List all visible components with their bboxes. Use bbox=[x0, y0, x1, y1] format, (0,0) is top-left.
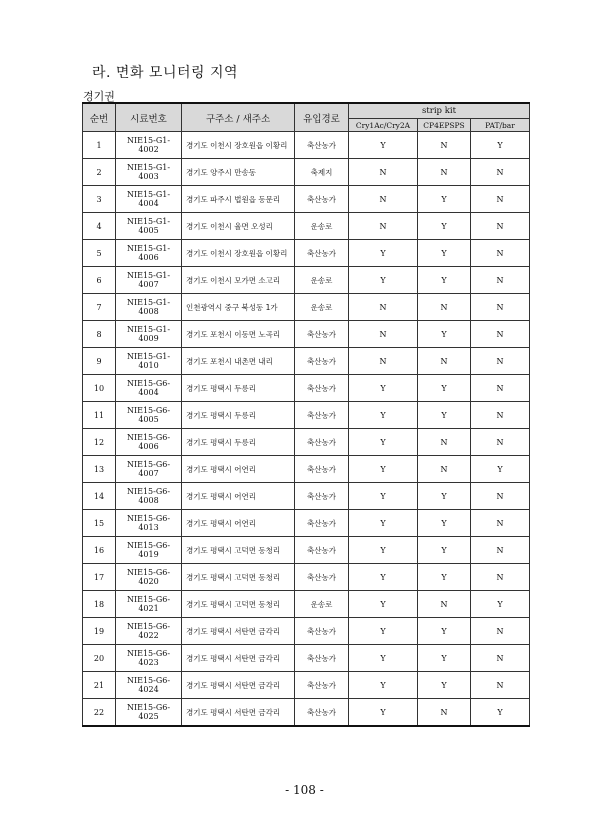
cell-kit-cry: N bbox=[349, 159, 418, 186]
cell-kit-cry: N bbox=[349, 321, 418, 348]
cell-address: 경기도 평택시 고덕면 동청리 bbox=[182, 564, 295, 591]
cell-no: 9 bbox=[83, 348, 116, 375]
header-strip-kit: strip kit bbox=[349, 103, 530, 119]
cell-kit-cry: Y bbox=[349, 564, 418, 591]
cell-sample-id: NIE15-G1-4002 bbox=[116, 132, 182, 159]
cell-kit-pat: N bbox=[471, 618, 530, 645]
cell-kit-pat: N bbox=[471, 510, 530, 537]
cell-kit-cp4: N bbox=[418, 456, 471, 483]
cell-sample-id: NIE15-G6-4021 bbox=[116, 591, 182, 618]
table-row bbox=[83, 213, 530, 240]
cell-sample-id: NIE15-G6-4013 bbox=[116, 510, 182, 537]
cell-kit-cp4: Y bbox=[418, 186, 471, 213]
cell-sample-id: NIE15-G1-4006 bbox=[116, 240, 182, 267]
cell-kit-pat: N bbox=[471, 321, 530, 348]
cell-route: 축산농가 bbox=[295, 402, 349, 429]
cell-kit-cry: Y bbox=[349, 699, 418, 727]
cell-address: 경기도 포천시 이동면 노곡리 bbox=[182, 321, 295, 348]
cell-kit-cp4: Y bbox=[418, 672, 471, 699]
cell-no: 4 bbox=[83, 213, 116, 240]
table-row bbox=[83, 267, 530, 294]
cell-address: 경기도 평택시 어연리 bbox=[182, 510, 295, 537]
cell-kit-pat: N bbox=[471, 240, 530, 267]
cell-route: 축산농가 bbox=[295, 186, 349, 213]
table-row bbox=[83, 483, 530, 510]
cell-sample-id: NIE15-G6-4008 bbox=[116, 483, 182, 510]
cell-route: 축산농가 bbox=[295, 672, 349, 699]
cell-kit-pat: Y bbox=[471, 591, 530, 618]
cell-sample-id: NIE15-G6-4025 bbox=[116, 699, 182, 727]
cell-kit-cry: Y bbox=[349, 402, 418, 429]
page-number: - 108 - bbox=[285, 783, 324, 797]
cell-kit-cry: N bbox=[349, 186, 418, 213]
cell-no: 21 bbox=[83, 672, 116, 699]
header-sample-id: 시료번호 bbox=[116, 103, 182, 132]
cell-kit-pat: N bbox=[471, 645, 530, 672]
cell-no: 14 bbox=[83, 483, 116, 510]
table-row bbox=[83, 510, 530, 537]
cell-kit-pat: Y bbox=[471, 456, 530, 483]
cell-kit-cp4: Y bbox=[418, 645, 471, 672]
cell-kit-cp4: N bbox=[418, 159, 471, 186]
header-address: 구주소 / 새주소 bbox=[182, 103, 295, 132]
cell-kit-cp4: Y bbox=[418, 618, 471, 645]
cell-route: 축산농가 bbox=[295, 510, 349, 537]
cell-address: 경기도 이천시 율면 오성리 bbox=[182, 213, 295, 240]
cell-sample-id: NIE15-G6-4007 bbox=[116, 456, 182, 483]
cell-kit-cry: N bbox=[349, 294, 418, 321]
cell-route: 운송로 bbox=[295, 591, 349, 618]
cell-route: 축산농가 bbox=[295, 375, 349, 402]
cell-no: 2 bbox=[83, 159, 116, 186]
cell-no: 19 bbox=[83, 618, 116, 645]
cell-kit-cp4: Y bbox=[418, 240, 471, 267]
cell-no: 7 bbox=[83, 294, 116, 321]
cell-route: 축산농가 bbox=[295, 618, 349, 645]
cell-address: 경기도 이천시 장호원읍 이황리 bbox=[182, 240, 295, 267]
table-header bbox=[83, 103, 530, 132]
cell-address: 경기도 평택시 서탄면 금각리 bbox=[182, 618, 295, 645]
cell-route: 축산농가 bbox=[295, 348, 349, 375]
cell-address: 경기도 평택시 두릉리 bbox=[182, 375, 295, 402]
cell-no: 17 bbox=[83, 564, 116, 591]
cell-kit-pat: N bbox=[471, 429, 530, 456]
cell-kit-cry: N bbox=[349, 348, 418, 375]
cell-address: 경기도 이천시 모가면 소고리 bbox=[182, 267, 295, 294]
cell-kit-cry: Y bbox=[349, 132, 418, 159]
cell-address: 경기도 평택시 서탄면 금각리 bbox=[182, 672, 295, 699]
table-row bbox=[83, 699, 530, 727]
cell-route: 운송로 bbox=[295, 267, 349, 294]
table-row bbox=[83, 240, 530, 267]
cell-address: 경기도 평택시 두릉리 bbox=[182, 402, 295, 429]
cell-address: 경기도 파주시 법원읍 동문리 bbox=[182, 186, 295, 213]
header-no: 순번 bbox=[83, 103, 116, 132]
cell-kit-cry: Y bbox=[349, 240, 418, 267]
cell-address: 경기도 평택시 서탄면 금각리 bbox=[182, 699, 295, 727]
cell-kit-cry: Y bbox=[349, 618, 418, 645]
cell-address: 경기도 평택시 어연리 bbox=[182, 456, 295, 483]
cell-route: 축산농가 bbox=[295, 537, 349, 564]
cell-sample-id: NIE15-G6-4019 bbox=[116, 537, 182, 564]
header-kit-cp4: CP4EPSPS bbox=[418, 119, 471, 132]
cell-address: 경기도 양주시 만송동 bbox=[182, 159, 295, 186]
cell-route: 축제지 bbox=[295, 159, 349, 186]
cell-kit-cp4: N bbox=[418, 132, 471, 159]
cell-sample-id: NIE15-G6-4022 bbox=[116, 618, 182, 645]
cell-kit-cp4: N bbox=[418, 591, 471, 618]
cell-kit-cp4: Y bbox=[418, 267, 471, 294]
cell-kit-pat: N bbox=[471, 267, 530, 294]
cell-kit-cry: Y bbox=[349, 267, 418, 294]
table-row bbox=[83, 186, 530, 213]
table-row bbox=[83, 429, 530, 456]
table-row bbox=[83, 132, 530, 159]
cell-kit-cry: Y bbox=[349, 375, 418, 402]
cell-route: 축산농가 bbox=[295, 564, 349, 591]
cell-no: 12 bbox=[83, 429, 116, 456]
cell-route: 축산농가 bbox=[295, 321, 349, 348]
cell-address: 경기도 평택시 어연리 bbox=[182, 483, 295, 510]
cell-sample-id: NIE15-G6-4020 bbox=[116, 564, 182, 591]
cell-kit-pat: N bbox=[471, 159, 530, 186]
cell-kit-cp4: N bbox=[418, 429, 471, 456]
cell-route: 축산농가 bbox=[295, 483, 349, 510]
cell-sample-id: NIE15-G1-4009 bbox=[116, 321, 182, 348]
cell-route: 축산농가 bbox=[295, 132, 349, 159]
cell-sample-id: NIE15-G6-4004 bbox=[116, 375, 182, 402]
cell-sample-id: NIE15-G6-4005 bbox=[116, 402, 182, 429]
cell-kit-cp4: Y bbox=[418, 213, 471, 240]
cell-no: 22 bbox=[83, 699, 116, 727]
cell-kit-cry: Y bbox=[349, 483, 418, 510]
cell-route: 축산농가 bbox=[295, 456, 349, 483]
table-row bbox=[83, 591, 530, 618]
cell-route: 축산농가 bbox=[295, 645, 349, 672]
cell-no: 20 bbox=[83, 645, 116, 672]
cell-no: 13 bbox=[83, 456, 116, 483]
cell-sample-id: NIE15-G1-4008 bbox=[116, 294, 182, 321]
table-row bbox=[83, 672, 530, 699]
table-row bbox=[83, 618, 530, 645]
cell-no: 15 bbox=[83, 510, 116, 537]
cell-address: 경기도 평택시 두릉리 bbox=[182, 429, 295, 456]
cell-kit-pat: N bbox=[471, 348, 530, 375]
cell-kit-cp4: N bbox=[418, 348, 471, 375]
header-route: 유입경로 bbox=[295, 103, 349, 132]
cell-address: 경기도 포천시 내촌면 내리 bbox=[182, 348, 295, 375]
header-kit-cry: Cry1Ac/Cry2A bbox=[349, 119, 418, 132]
cell-kit-cp4: Y bbox=[418, 375, 471, 402]
cell-no: 11 bbox=[83, 402, 116, 429]
cell-kit-pat: N bbox=[471, 186, 530, 213]
cell-kit-pat: N bbox=[471, 483, 530, 510]
cell-route: 운송로 bbox=[295, 213, 349, 240]
cell-kit-pat: N bbox=[471, 564, 530, 591]
cell-kit-cp4: Y bbox=[418, 321, 471, 348]
cell-address: 경기도 평택시 고덕면 동청리 bbox=[182, 591, 295, 618]
cell-kit-cp4: N bbox=[418, 294, 471, 321]
table-row bbox=[83, 321, 530, 348]
cell-no: 1 bbox=[83, 132, 116, 159]
cell-kit-cry: Y bbox=[349, 429, 418, 456]
region-label: 경기권 bbox=[83, 90, 115, 103]
cell-kit-cp4: Y bbox=[418, 483, 471, 510]
cell-sample-id: NIE15-G6-4024 bbox=[116, 672, 182, 699]
section-title: 라. 면화 모니터링 지역 bbox=[92, 65, 239, 81]
cell-kit-pat: Y bbox=[471, 699, 530, 727]
cell-kit-pat: N bbox=[471, 213, 530, 240]
cell-no: 10 bbox=[83, 375, 116, 402]
monitoring-table bbox=[82, 102, 530, 727]
cell-kit-cry: Y bbox=[349, 537, 418, 564]
cell-no: 3 bbox=[83, 186, 116, 213]
cell-route: 축산농가 bbox=[295, 240, 349, 267]
cell-kit-pat: Y bbox=[471, 132, 530, 159]
cell-kit-cry: Y bbox=[349, 672, 418, 699]
table-row bbox=[83, 294, 530, 321]
cell-address: 인천광역시 중구 북성동 1가 bbox=[182, 294, 295, 321]
cell-sample-id: NIE15-G6-4006 bbox=[116, 429, 182, 456]
cell-no: 8 bbox=[83, 321, 116, 348]
table-row bbox=[83, 537, 530, 564]
cell-sample-id: NIE15-G1-4003 bbox=[116, 159, 182, 186]
table-row bbox=[83, 348, 530, 375]
cell-address: 경기도 평택시 고덕면 동청리 bbox=[182, 537, 295, 564]
cell-kit-cry: Y bbox=[349, 510, 418, 537]
cell-kit-pat: N bbox=[471, 402, 530, 429]
cell-no: 18 bbox=[83, 591, 116, 618]
table-row bbox=[83, 159, 530, 186]
cell-sample-id: NIE15-G1-4010 bbox=[116, 348, 182, 375]
cell-kit-pat: N bbox=[471, 672, 530, 699]
cell-kit-cp4: Y bbox=[418, 537, 471, 564]
table-row bbox=[83, 564, 530, 591]
table-row bbox=[83, 402, 530, 429]
header-kit-pat: PAT/bar bbox=[471, 119, 530, 132]
cell-sample-id: NIE15-G1-4005 bbox=[116, 213, 182, 240]
cell-sample-id: NIE15-G1-4004 bbox=[116, 186, 182, 213]
cell-no: 6 bbox=[83, 267, 116, 294]
cell-kit-cry: N bbox=[349, 213, 418, 240]
cell-no: 5 bbox=[83, 240, 116, 267]
cell-kit-pat: N bbox=[471, 537, 530, 564]
cell-sample-id: NIE15-G6-4023 bbox=[116, 645, 182, 672]
cell-kit-pat: N bbox=[471, 294, 530, 321]
cell-kit-cp4: Y bbox=[418, 564, 471, 591]
cell-kit-cry: Y bbox=[349, 591, 418, 618]
cell-kit-pat: N bbox=[471, 375, 530, 402]
table-body bbox=[83, 132, 530, 727]
table-row bbox=[83, 645, 530, 672]
table-row bbox=[83, 375, 530, 402]
cell-kit-cry: Y bbox=[349, 645, 418, 672]
cell-route: 축산농가 bbox=[295, 429, 349, 456]
table-row bbox=[83, 456, 530, 483]
cell-kit-cp4: N bbox=[418, 699, 471, 727]
cell-route: 운송로 bbox=[295, 294, 349, 321]
cell-address: 경기도 이천시 장호원읍 이황리 bbox=[182, 132, 295, 159]
cell-no: 16 bbox=[83, 537, 116, 564]
cell-kit-cry: Y bbox=[349, 456, 418, 483]
cell-route: 축산농가 bbox=[295, 699, 349, 727]
cell-kit-cp4: Y bbox=[418, 510, 471, 537]
cell-kit-cp4: Y bbox=[418, 402, 471, 429]
cell-sample-id: NIE15-G1-4007 bbox=[116, 267, 182, 294]
cell-address: 경기도 평택시 서탄면 금각리 bbox=[182, 645, 295, 672]
